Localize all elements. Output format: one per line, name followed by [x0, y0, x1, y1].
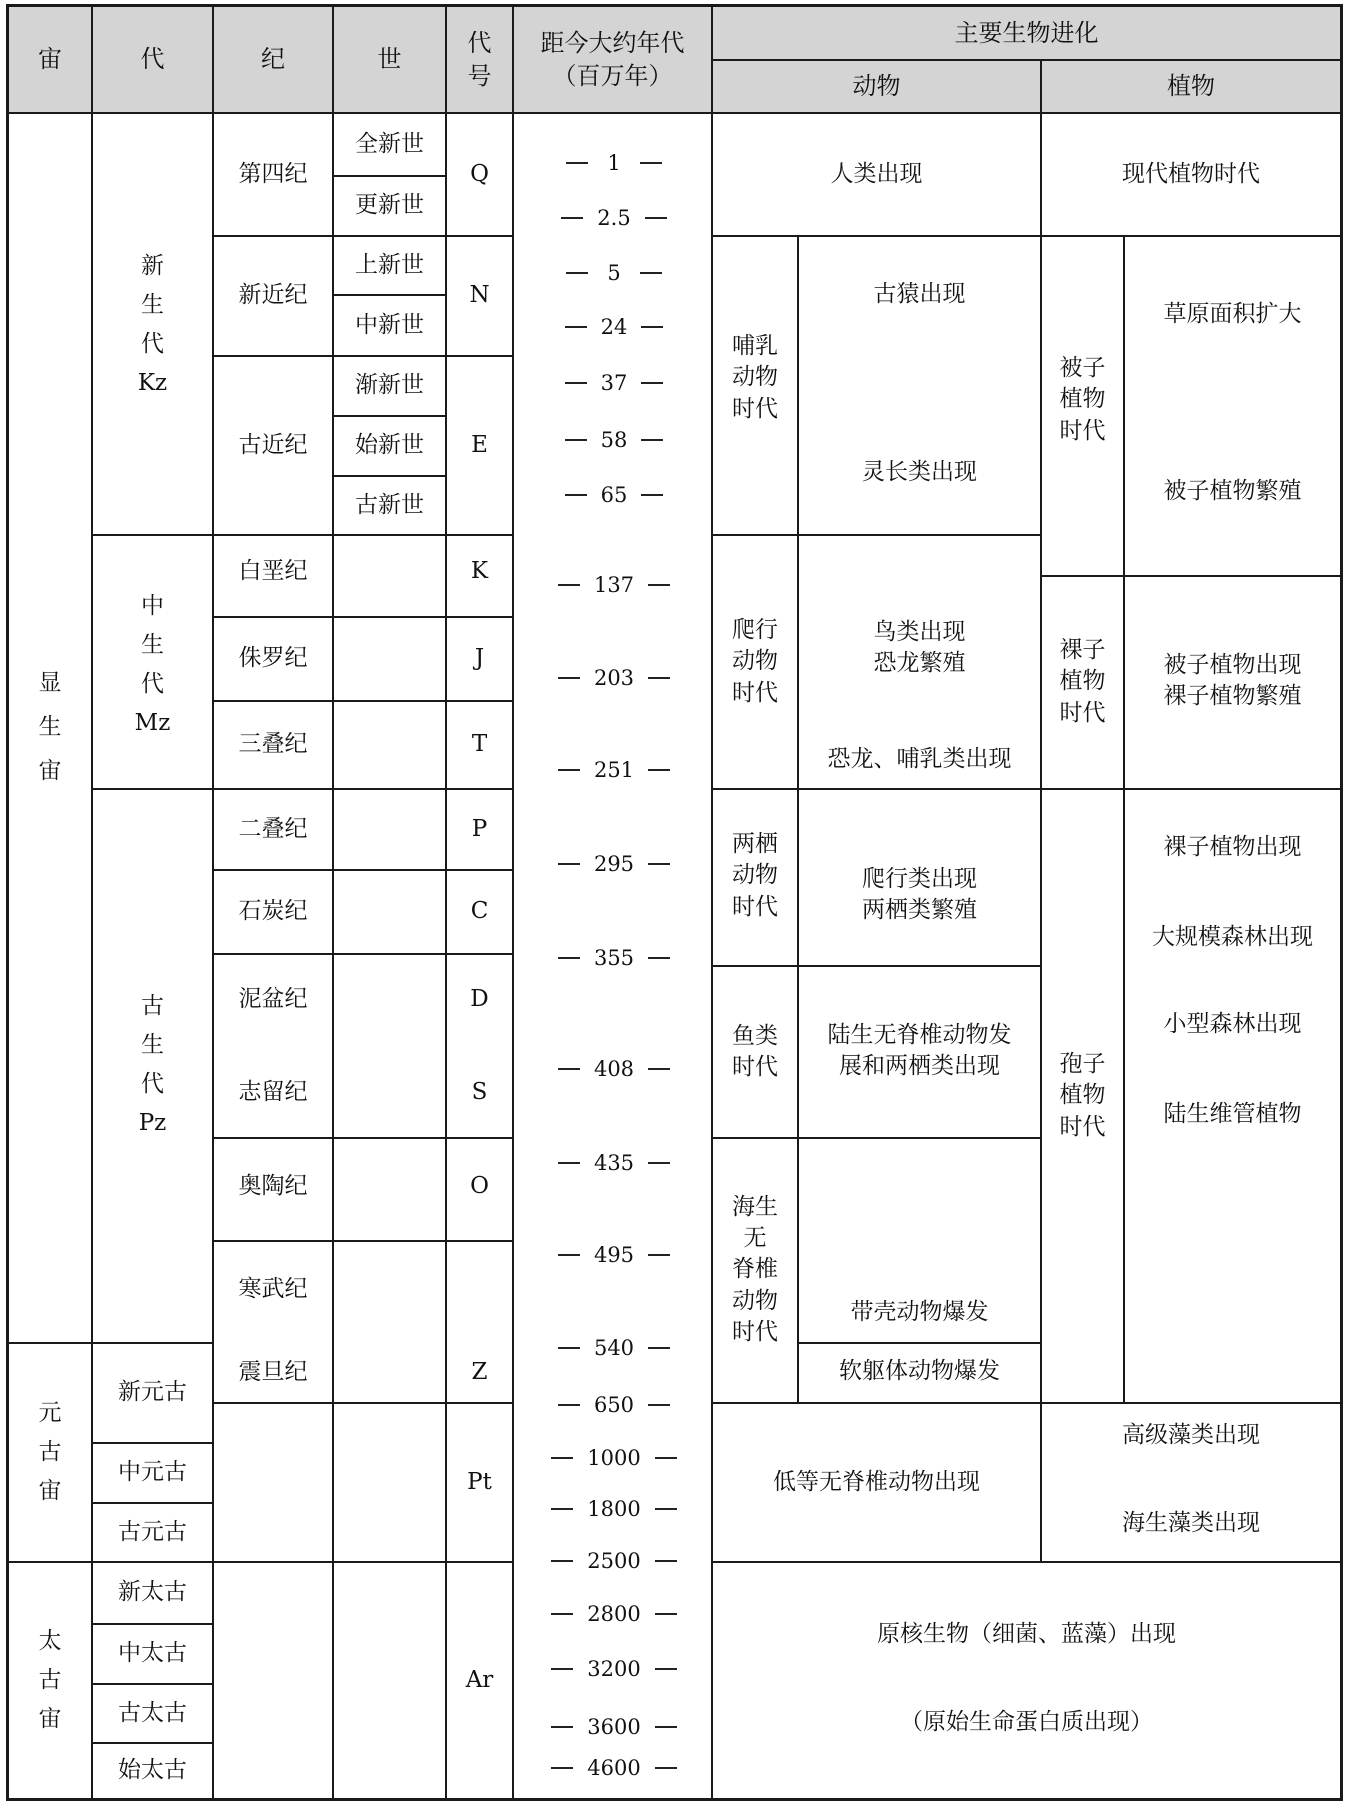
- tick-right: [648, 769, 670, 771]
- tick-right: [640, 162, 662, 164]
- epoch-holocene: 全新世: [355, 130, 424, 157]
- era-mesozoic: 中 生 代 Mz: [134, 592, 171, 737]
- code-t: T: [471, 731, 488, 758]
- header-animal: 动物: [852, 72, 901, 101]
- tick-left: [558, 677, 580, 679]
- header-period: 纪: [261, 45, 285, 74]
- plant-small-forest: 小型森林出现: [1163, 1011, 1302, 1038]
- tick-left: [558, 1068, 580, 1070]
- tick-left: [558, 957, 580, 959]
- age-value: 137: [593, 573, 635, 597]
- period-sinian: 震旦纪: [238, 1359, 308, 1386]
- header-plant: 植物: [1167, 72, 1215, 101]
- header-age: 距今大约年代 （百万年）: [540, 29, 685, 90]
- animal-reptile-age: 爬行 动物 时代: [732, 617, 778, 706]
- line-animal-mammal-end: [712, 534, 1041, 536]
- animal-land-invert: 陆生无脊椎动物发 展和两栖类出现: [827, 1021, 1012, 1079]
- age-tick: [516, 1753, 712, 1783]
- era-mesoproterozoic: 中元古: [118, 1459, 187, 1486]
- plant-higher-algae: 高级藻类出现: [1122, 1422, 1260, 1449]
- code-p: P: [471, 815, 488, 842]
- age-tick: [516, 755, 712, 785]
- tick-right: [655, 1668, 677, 1670]
- period-carboniferous: 石炭纪: [238, 898, 308, 925]
- tick-right: [641, 494, 663, 496]
- tick-left: [565, 326, 587, 328]
- tick-right: [641, 326, 663, 328]
- age-value: 2500: [587, 1549, 641, 1573]
- age-tick: [516, 1390, 712, 1420]
- period-neogene: 新近纪: [238, 282, 308, 309]
- age-tick: [516, 480, 712, 510]
- age-tick: [516, 570, 712, 600]
- tick-right: [655, 1560, 677, 1562]
- age-tick: [516, 1054, 712, 1084]
- animal-human: 人类出现: [830, 160, 923, 187]
- epoch-eocene: 始新世: [355, 432, 424, 459]
- code-e: E: [471, 431, 488, 458]
- tick-right: [645, 217, 667, 219]
- tick-left: [558, 1404, 580, 1406]
- line-animal-amphibian-end: [712, 965, 1041, 967]
- epoch-oligocene: 渐新世: [355, 372, 424, 399]
- header-code: 代 号: [467, 29, 492, 90]
- age-value: 58: [600, 428, 628, 452]
- animal-primate: 灵长类出现: [862, 459, 977, 486]
- age-value: 4600: [587, 1756, 641, 1780]
- plant-vascular: 陆生维管植物: [1163, 1101, 1302, 1128]
- header-evolution: 主要生物进化: [954, 18, 1099, 47]
- animal-marine-age: 海生 无 脊椎 动物 时代: [732, 1194, 778, 1345]
- age-value: 2.5: [597, 206, 631, 230]
- age-value: 540: [593, 1336, 635, 1360]
- epoch-miocene: 中新世: [355, 311, 424, 338]
- period-jurassic: 侏罗纪: [238, 645, 308, 672]
- plant-angio-flourish: 被子植物繁殖: [1163, 478, 1302, 505]
- tick-left: [551, 1457, 573, 1459]
- code-c: C: [470, 898, 489, 925]
- plant-grassland: 草原面积扩大: [1163, 301, 1302, 328]
- code-o: O: [470, 1172, 489, 1199]
- era-neoproterozoic: 新元古: [118, 1379, 187, 1406]
- epoch-pleistocene: 更新世: [355, 192, 424, 219]
- code-s: S: [471, 1079, 488, 1106]
- age-tick: [516, 312, 712, 342]
- tick-left: [566, 162, 588, 164]
- period-paleogene: 古近纪: [238, 431, 308, 458]
- age-tick: [516, 663, 712, 693]
- tick-left: [558, 584, 580, 586]
- age-value: 3200: [587, 1657, 641, 1681]
- age-value: 24: [600, 315, 628, 339]
- tick-right: [655, 1767, 677, 1769]
- tick-right: [640, 272, 662, 274]
- line-animal-reptile-end: [712, 788, 1342, 790]
- tick-right: [641, 439, 663, 441]
- age-value: 37: [600, 371, 628, 395]
- tick-left: [558, 1347, 580, 1349]
- tick-right: [648, 677, 670, 679]
- animal-reptile-amph: 爬行类出现 两栖类繁殖: [862, 865, 977, 923]
- animal-mollusc: 软躯体动物爆发: [839, 1358, 1000, 1385]
- age-tick: [516, 1240, 712, 1270]
- period-permian: 二叠纪: [238, 815, 308, 842]
- animal-bird-dino: 鸟类出现 恐龙繁殖: [873, 618, 966, 676]
- age-tick: [516, 1654, 712, 1684]
- line-animal-human-end: [712, 235, 1042, 237]
- eon-proterozoic: 元 古 宙: [38, 1399, 62, 1505]
- age-tick: [516, 1494, 712, 1524]
- period-cambrian: 寒武纪: [238, 1275, 308, 1302]
- tick-left: [558, 769, 580, 771]
- line-animal-fish-end: [712, 1137, 1041, 1139]
- age-tick: [516, 1443, 712, 1473]
- tick-left: [565, 494, 587, 496]
- age-value: 2800: [587, 1602, 641, 1626]
- code-j: J: [474, 645, 485, 672]
- col-line-code: [512, 4, 514, 1801]
- age-value: 251: [593, 758, 635, 782]
- eon-archean: 太 古 宙: [38, 1627, 62, 1733]
- tick-right: [655, 1613, 677, 1615]
- code-d: D: [470, 986, 489, 1013]
- col-line-plant-age: [1123, 235, 1125, 1403]
- animal-ape: 古猿出现: [873, 281, 966, 308]
- header-epoch: 世: [377, 45, 402, 74]
- tick-right: [648, 863, 670, 865]
- period-triassic: 三叠纪: [238, 731, 308, 758]
- col-line-animal-plant: [1040, 113, 1042, 1562]
- age-value: 3600: [587, 1715, 641, 1739]
- age-value: 1000: [587, 1446, 641, 1470]
- age-tick: [516, 943, 712, 973]
- code-n: N: [469, 282, 490, 309]
- era-neoarchean: 新太古: [118, 1579, 187, 1606]
- tick-right: [648, 1347, 670, 1349]
- tick-left: [561, 217, 583, 219]
- plant-marine-algae: 海生藻类出现: [1122, 1510, 1260, 1537]
- line-period-carboniferous-end: [212, 953, 514, 955]
- line-plant-angio-end: [1040, 575, 1342, 577]
- code-k: K: [470, 558, 489, 585]
- header-eon: 宙: [38, 45, 62, 74]
- tick-left: [558, 1254, 580, 1256]
- age-value: 65: [600, 483, 628, 507]
- tick-right: [655, 1508, 677, 1510]
- age-value: 5: [607, 261, 621, 285]
- age-tick: [516, 1712, 712, 1742]
- tick-right: [648, 1404, 670, 1406]
- plant-gymno-age: 裸子 植物 时代: [1059, 637, 1106, 726]
- era-eoarchean: 始太古: [118, 1757, 187, 1784]
- plant-angio-gymno: 被子植物出现 裸子植物繁殖: [1163, 651, 1302, 709]
- age-value: 495: [593, 1243, 635, 1267]
- tick-left: [551, 1767, 573, 1769]
- age-tick: [516, 1546, 712, 1576]
- animal-fish-age: 鱼类 时代: [732, 1022, 778, 1080]
- tick-right: [648, 584, 670, 586]
- era-paleozoic: 古 生 代 Pz: [138, 992, 167, 1137]
- age-value: 355: [593, 946, 635, 970]
- animal-low-invert: 低等无脊椎动物出现: [773, 1468, 980, 1495]
- line-animal-low-invert-end: [712, 1561, 1342, 1563]
- age-tick: [516, 258, 712, 288]
- tick-right: [648, 1068, 670, 1070]
- tick-left: [566, 272, 588, 274]
- age-value: 1: [607, 151, 621, 175]
- era-paleoarchean: 古太古: [118, 1699, 187, 1726]
- tick-left: [558, 863, 580, 865]
- tick-left: [551, 1613, 573, 1615]
- header-era: 代: [140, 45, 165, 74]
- plant-spore-age: 孢子 植物 时代: [1059, 1051, 1106, 1140]
- period-quaternary: 第四纪: [238, 160, 308, 187]
- border-right: [1340, 4, 1343, 1801]
- age-tick: [516, 849, 712, 879]
- tick-right: [655, 1726, 677, 1728]
- tick-right: [655, 1457, 677, 1459]
- period-cretaceous: 白垩纪: [238, 558, 308, 585]
- age-value: 203: [593, 666, 635, 690]
- era-cenozoic: 新 生 代 Kz: [137, 252, 168, 397]
- epoch-paleocene: 古新世: [355, 491, 424, 518]
- code-q: Q: [470, 160, 489, 187]
- age-value: 408: [593, 1057, 635, 1081]
- age-value: 435: [593, 1151, 635, 1175]
- period-silurian: 志留纪: [238, 1079, 308, 1106]
- age-tick: [516, 148, 712, 178]
- animal-dino-mammal: 恐龙、哺乳类出现: [827, 746, 1012, 773]
- animal-shell: 带壳动物爆发: [850, 1299, 989, 1326]
- era-paleoproterozoic: 古元古: [118, 1518, 187, 1545]
- eon-phanerozoic: 显 生 宙: [38, 670, 62, 784]
- plant-angio-age: 被子 植物 时代: [1059, 355, 1106, 444]
- age-value: 295: [593, 852, 635, 876]
- age-tick: [516, 1333, 712, 1363]
- tick-left: [558, 1162, 580, 1164]
- age-tick: [516, 1148, 712, 1178]
- age-value: 1800: [587, 1497, 641, 1521]
- line-animal-shell-end: [797, 1342, 1041, 1344]
- code-pt: Pt: [467, 1468, 492, 1495]
- tick-right: [641, 382, 663, 384]
- tick-left: [551, 1668, 573, 1670]
- code-ar: Ar: [465, 1666, 494, 1693]
- epoch-pliocene: 上新世: [355, 251, 424, 278]
- plant-large-forest: 大规模森林出现: [1152, 924, 1313, 951]
- tick-left: [551, 1726, 573, 1728]
- tick-left: [551, 1508, 573, 1510]
- tick-right: [648, 1162, 670, 1164]
- period-ordovician: 奥陶纪: [238, 1172, 308, 1199]
- age-tick: [516, 203, 712, 233]
- age-tick: [516, 425, 712, 455]
- line-plant-modern-end: [1040, 235, 1342, 237]
- animal-protein: （原始生命蛋白质出现）: [900, 1709, 1153, 1736]
- border-bottom: [6, 1798, 1343, 1801]
- tick-left: [565, 382, 587, 384]
- plant-modern: 现代植物时代: [1122, 160, 1260, 187]
- tick-right: [648, 1254, 670, 1256]
- animal-prokaryote: 原核生物（细菌、蓝藻）出现: [877, 1621, 1176, 1648]
- era-mesoarchean: 中太古: [118, 1640, 187, 1667]
- plant-gymno-appear: 裸子植物出现: [1163, 834, 1302, 861]
- animal-mammal-age: 哺乳 动物 时代: [732, 333, 778, 422]
- code-z: Z: [471, 1359, 488, 1386]
- age-tick: [516, 368, 712, 398]
- col-line-animal-age: [797, 235, 799, 1403]
- tick-left: [565, 439, 587, 441]
- age-value: 650: [593, 1393, 635, 1417]
- age-tick: [516, 1599, 712, 1629]
- tick-right: [648, 957, 670, 959]
- animal-amphibian-age: 两栖 动物 时代: [732, 831, 778, 920]
- period-devonian: 泥盆纪: [238, 986, 308, 1013]
- tick-left: [551, 1560, 573, 1562]
